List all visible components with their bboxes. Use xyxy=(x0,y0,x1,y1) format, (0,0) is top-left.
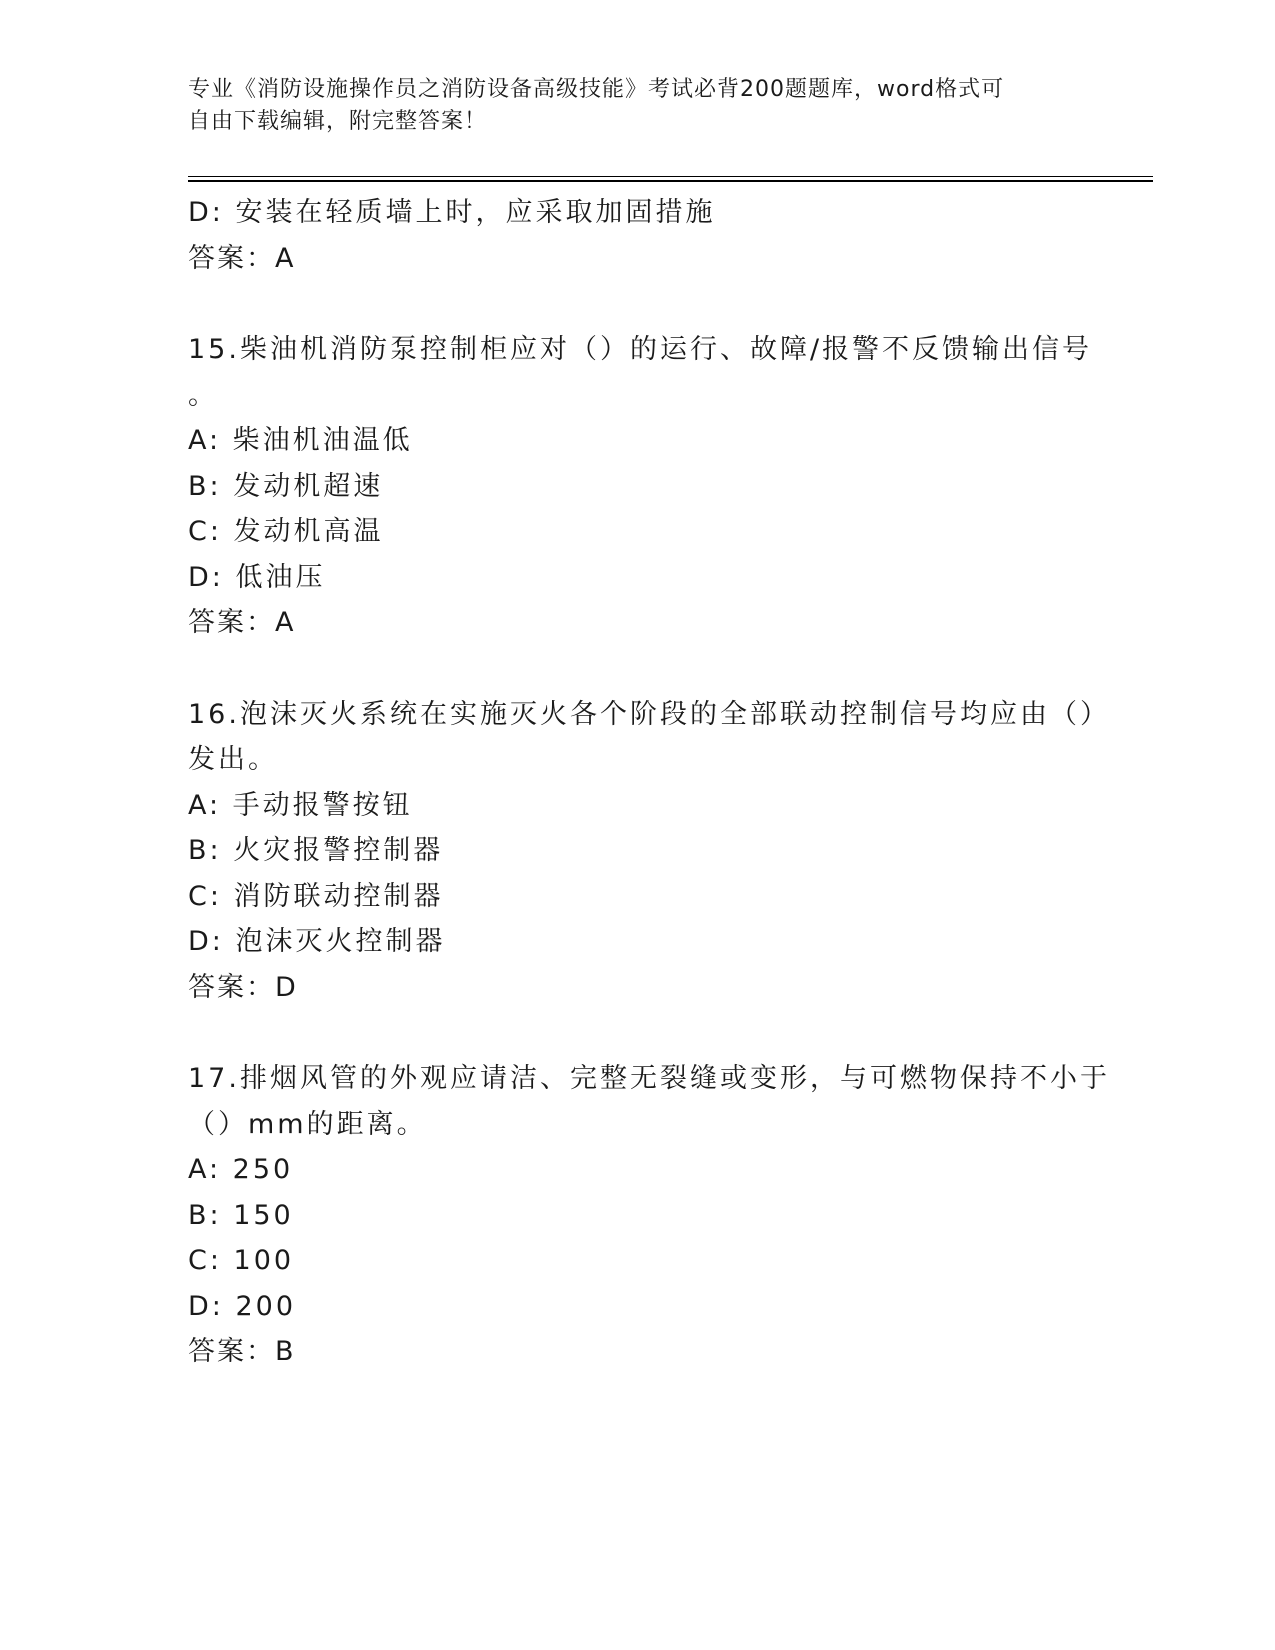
question-stem-line-2: （）mm的距离。 xyxy=(188,1108,427,1140)
question-stem-line-2: 发出。 xyxy=(188,744,278,775)
option-c: C: 100 xyxy=(188,1245,295,1276)
option-a: A: 柴油机油温低 xyxy=(188,425,413,456)
answer: 答案：D xyxy=(188,971,298,1003)
header-line-2: 自由下载编辑，附完整答案！ xyxy=(188,109,488,134)
question-15 xyxy=(188,327,1093,646)
header-rule-thin xyxy=(188,176,1153,177)
option-d: D: 低油压 xyxy=(188,561,326,593)
question-content xyxy=(188,190,1110,1375)
option-a: A: 250 xyxy=(188,1154,294,1185)
spacer xyxy=(188,281,1088,327)
option-c: C: 消防联动控制器 xyxy=(188,880,444,912)
answer: 答案：B xyxy=(188,1336,296,1367)
previous-answer: 答案：A xyxy=(188,242,296,274)
option-a: A: 手动报警按钮 xyxy=(188,789,413,821)
answer: 答案：A xyxy=(188,607,296,638)
option-d: D: 200 xyxy=(188,1290,297,1322)
option-b: B: 火灾报警控制器 xyxy=(188,835,444,866)
option-b: B: 发动机超速 xyxy=(188,470,384,502)
option-c: C: 发动机高温 xyxy=(188,516,384,547)
question-17 xyxy=(188,1056,1110,1375)
header-rule-thick xyxy=(188,180,1153,182)
option-b: B: 150 xyxy=(188,1199,294,1231)
question-stem-line-2: 。 xyxy=(188,379,218,411)
previous-option-d: D: 安装在轻质墙上时，应采取加固措施 xyxy=(188,197,716,228)
document-header xyxy=(188,74,1068,138)
question-stem-line-1: 16.泡沫灭火系统在实施灭火各个阶段的全部联动控制信号均应由（） xyxy=(188,698,1110,730)
spacer xyxy=(188,646,1088,692)
spacer xyxy=(188,1010,1088,1056)
question-stem-line-1: 17.排烟风管的外观应请洁、完整无裂缝或变形，与可燃物保持不小于 xyxy=(188,1063,1110,1094)
question-stem-line-1: 15.柴油机消防泵控制柜应对（）的运行、故障/报警不反馈输出信号 xyxy=(188,334,1093,365)
question-16 xyxy=(188,692,1110,1011)
option-d: D: 泡沫灭火控制器 xyxy=(188,926,446,957)
header-line-1: 专业《消防设施操作员之消防设备高级技能》考试必背200题题库，word格式可 xyxy=(188,77,1005,102)
